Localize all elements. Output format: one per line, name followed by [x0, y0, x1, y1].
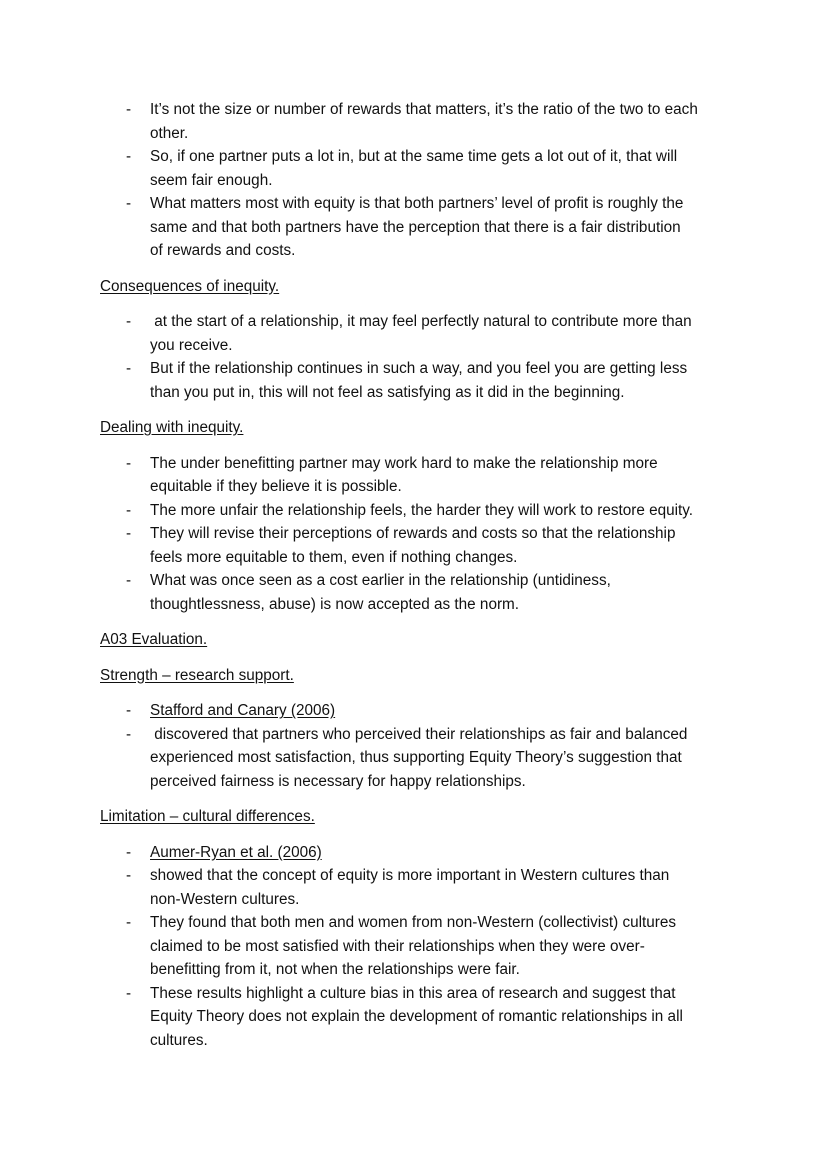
bullet-text-line: It’s not the size or number of rewards that matters, it’s the ratio of the two to each — [150, 101, 698, 118]
section-heading: Consequences of inequity. — [100, 277, 280, 295]
bullet-dash: - — [126, 195, 132, 212]
bullet-text-line: These results highlight a culture bias in this area of research and suggest that — [150, 984, 676, 1002]
section-heading: Dealing with inequity. — [100, 419, 244, 436]
bullet-text-line: feels more equitable to them, even if nothing changes. — [150, 548, 518, 566]
list-item — [100, 982, 760, 1053]
bullet-dash: - — [126, 984, 132, 1002]
bullet-text-line: at the start of a relationship, it may feel perfectly natural to contribute more than — [150, 313, 692, 330]
bullet-text-line: They found that both men and women from non-Western (collectivist) cultures — [150, 914, 677, 931]
bullet-dash: - — [126, 867, 132, 884]
bullet-dash: - — [126, 725, 132, 743]
bullet-text-line: What matters most with equity is that both partners’ level of profit is roughly the — [150, 195, 684, 212]
citation-text: Aumer-Ryan et al. (2006) — [150, 843, 322, 861]
list-item — [100, 841, 760, 865]
list-item — [100, 522, 760, 569]
bullet-text-line: showed that the concept of equity is more important in Western cultures than — [150, 867, 670, 884]
bullet-text-line: equitable if they believe it is possible. — [150, 478, 402, 495]
bullet-text-line: claimed to be most satisfied with their relationships when they were over- — [150, 937, 645, 955]
bullet-text-line: of rewards and costs. — [150, 242, 296, 259]
bullet-text-line: benefitting from it, not when the relationships were fair. — [150, 961, 520, 978]
bullet-dash: - — [126, 360, 132, 377]
list-item — [100, 452, 760, 499]
list-item — [100, 864, 760, 911]
list-item — [100, 192, 760, 263]
list-item — [100, 310, 760, 357]
bullet-dash: - — [126, 148, 132, 165]
bullet-dash: - — [126, 101, 132, 118]
bullet-text-line: The more unfair the relationship feels, the harder they will work to restore equity. — [150, 501, 694, 519]
bullet-text-line: cultures. — [150, 1031, 208, 1049]
section-heading: A03 Evaluation. — [100, 631, 208, 648]
bullet-dash: - — [126, 702, 132, 719]
bullet-text-line: experienced most satisfaction, thus supporting Equity Theory’s suggestion that — [150, 749, 682, 766]
bullet-text-line: They will revise their perceptions of rewards and costs so that the relationship — [150, 525, 676, 542]
bullet-text-line: you receive. — [150, 336, 233, 354]
bullet-text-line: discovered that partners who perceived their relationships as fair and balanced — [150, 725, 688, 743]
bullet-text-line: non-Western cultures. — [150, 890, 300, 908]
bullet-text-line: The under benefitting partner may work hard to make the relationship more — [150, 454, 658, 472]
section-heading: Limitation – cultural differences. — [100, 808, 315, 825]
bullet-text-line: So, if one partner puts a lot in, but at the same time gets a lot out of it, that will — [150, 148, 678, 165]
bullet-text-line: other. — [150, 124, 189, 142]
bullet-text-line: thoughtlessness, abuse) is now accepted as the norm. — [150, 595, 520, 613]
bullet-dash: - — [126, 454, 132, 472]
bullet-dash: - — [126, 843, 132, 861]
list-item — [100, 145, 760, 192]
bullet-text-line: than you put in, this will not feel as satisfying as it did in the beginning. — [150, 383, 625, 401]
list-item — [100, 357, 760, 404]
bullet-list — [100, 452, 760, 617]
list-item — [100, 569, 760, 616]
bullet-text-line: seem fair enough. — [150, 171, 273, 189]
section-heading: Strength – research support. — [100, 666, 294, 684]
list-item — [100, 98, 760, 145]
list-item — [100, 911, 760, 982]
bullet-dash: - — [126, 914, 132, 931]
bullet-text-line: What was once seen as a cost earlier in the relationship (untidiness, — [150, 572, 611, 589]
bullet-list — [100, 310, 760, 404]
citation-text: Stafford and Canary (2006) — [150, 702, 336, 719]
list-item — [100, 723, 760, 794]
list-item — [100, 499, 760, 523]
bullet-text-line: same and that both partners have the perception that there is a fair distribution — [150, 218, 681, 236]
bullet-dash: - — [126, 313, 132, 330]
bullet-text-line: perceived fairness is necessary for happy relationships. — [150, 772, 526, 790]
bullet-list — [100, 841, 760, 1053]
list-item — [100, 699, 760, 723]
bullet-dash: - — [126, 572, 132, 589]
bullet-list — [100, 98, 760, 263]
bullet-dash: - — [126, 525, 132, 542]
document-page — [100, 98, 760, 1064]
bullet-dash: - — [126, 501, 132, 519]
bullet-list — [100, 699, 760, 793]
bullet-text-line: But if the relationship continues in such a way, and you feel you are getting less — [150, 360, 688, 377]
bullet-text-line: Equity Theory does not explain the development of romantic relationships in all — [150, 1008, 683, 1025]
